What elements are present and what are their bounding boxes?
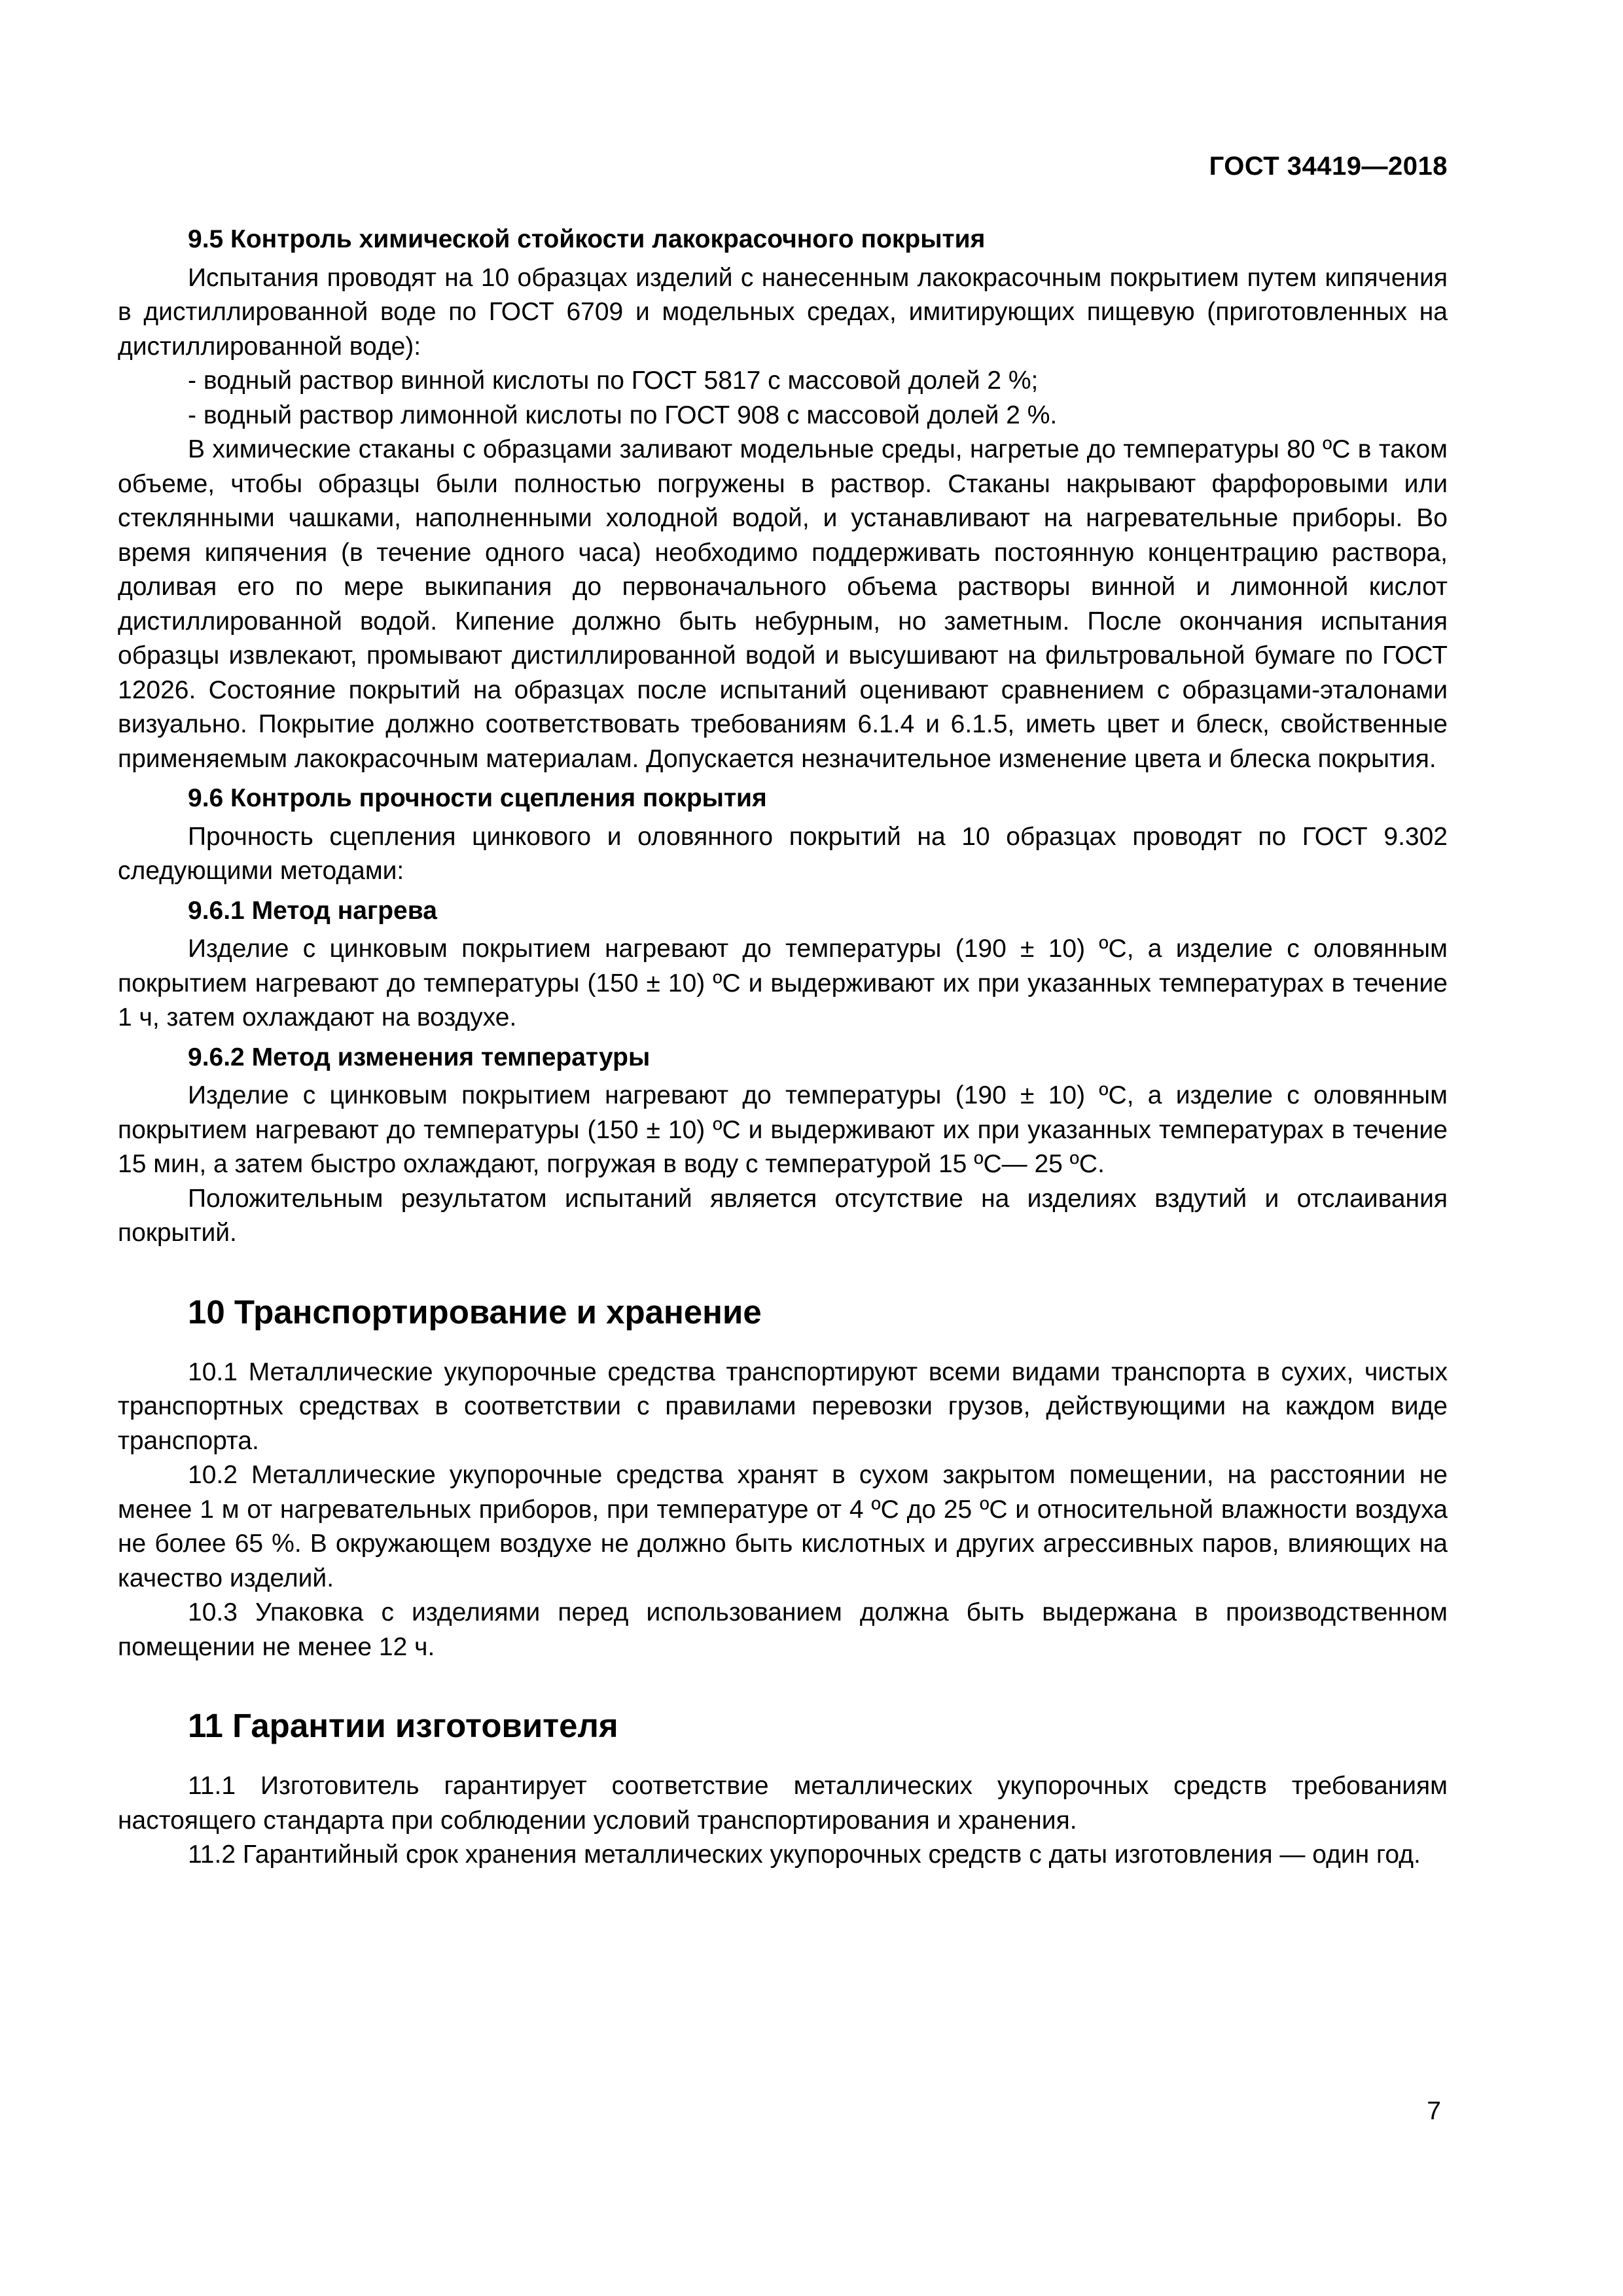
section-9-6-paragraph-1: Прочность сцепления цинкового и оловянного покрытий на 10 образцах проводят по ГОСТ 9.302 следующими методами:: [118, 822, 1448, 885]
section-10-title: 10 Транспортирование и хранение: [188, 1293, 762, 1331]
section-9-5-paragraph-2: В химические стаканы с образцами заливают модельные среды, нагретые до температуры 80 ºС в таком объеме, чтобы образцы были полностью погружены в раствор. Стаканы накрывают фарфоровыми или стеклянными чашками, наполненными холодной водой, и устанавливают на нагревательные приборы. Во время кипячения (в течение одного часа) необходимо поддерживать постоянную концентрацию раствора, доливая его по мере выкипания до первоначального объема растворы винной и лимонной кислот дистиллированной водой. Кипение должно быть небурным, но заметным. После окончания испытания образцы извлекают, промывают дистиллированной водой и высушивают на фильтровальной бумаге по ГОСТ 12026. Состояние покрытий на образцах после испытаний оценивают сравнением с образцами-эталонами визуально. Покрытие должно соответствовать требованиям 6.1.4 и 6.1.5, иметь цвет и блеск, свойственные применяемым лакокрасочным материалам. Допускается незначительное изменение цвета и блеска покрытия.: [118, 435, 1448, 773]
section-11-title: 11 Гарантии изготовителя: [188, 1707, 618, 1744]
section-9-6-1-title: 9.6.1 Метод нагрева: [188, 896, 437, 925]
section-9-5-list-item-2: - водный раствор лимонной кислоты по ГОСТ 908 с массовой долей 2 %.: [188, 401, 1058, 429]
section-9-6-2-paragraph-2: Положительным результатом испытаний является отсутствие на изделиях вздутий и отслаивания покрытий.: [118, 1184, 1448, 1247]
section-10-paragraph-1: 10.1 Металлические укупорочные средства транспортируют всеми видами транспорта в сухих, чистых транспортных средствах в соответствии с правилами перевозки грузов, действующими на каждом виде транспорта.: [118, 1357, 1448, 1455]
section-10-paragraph-2: 10.2 Металлические укупорочные средства хранят в сухом закрытом помещении, на расстоянии не менее 1 м от нагревательных приборов, при температуре от 4 ºС до 25 ºС и относительной влажности воздуха не более 65 %. В окружающем воздухе не должно быть кислотных и других агрессивных паров, влияющих на качество изделий.: [118, 1461, 1448, 1592]
section-11-paragraph-2: 11.2 Гарантийный срок хранения металлических укупорочных средств с даты изготовления — один год.: [188, 1840, 1421, 1869]
section-9-5-list-item-1: - водный раствор винной кислоты по ГОСТ 5817 с массовой долей 2 %;: [188, 367, 1039, 395]
section-9-6-2-title: 9.6.2 Метод изменения температуры: [188, 1043, 651, 1071]
section-10-paragraph-3: 10.3 Упаковка с изделиями перед использованием должна быть выдержана в производственном помещении не менее 12 ч.: [118, 1598, 1448, 1661]
section-9-5-title: 9.5 Контроль химической стойкости лакокрасочного покрытия: [188, 225, 986, 253]
document-body: [118, 217, 1448, 1873]
section-9-6-title: 9.6 Контроль прочности сцепления покрытия: [188, 784, 767, 812]
document-header: ГОСТ 34419—2018: [1209, 152, 1448, 181]
section-9-5-paragraph-1: Испытания проводят на 10 образцах изделий с нанесенным лакокрасочным покрытием путем кипячения в дистиллированной воде по ГОСТ 6709 и модельных средах, имитирующих пищевую (приготовленных на дистиллированной воде):: [118, 263, 1448, 361]
section-9-6-1-paragraph-1: Изделие с цинковым покрытием нагревают до температуры (190 ± 10) ºС, а изделие с оловянным покрытием нагревают до температуры (150 ± 10) ºС и выдерживают их при указанных температурах в течение 1 ч, затем охлаждают на воздухе.: [118, 935, 1448, 1031]
section-9-6-2-paragraph-1: Изделие с цинковым покрытием нагревают до температуры (190 ± 10) ºС, а изделие с оловянным покрытием нагревают до температуры (150 ± 10) ºС и выдерживают их при указанных температурах в течение 15 мин, а затем быстро охлаждают, погружая в воду с температурой 15 ºС— 25 ºС.: [118, 1081, 1448, 1178]
page-number: 7: [1427, 2097, 1441, 2125]
section-11-paragraph-1: 11.1 Изготовитель гарантирует соответствие металлических укупорочных средств требованиям настоящего стандарта при соблюдении условий транспортирования и хранения.: [118, 1772, 1448, 1835]
